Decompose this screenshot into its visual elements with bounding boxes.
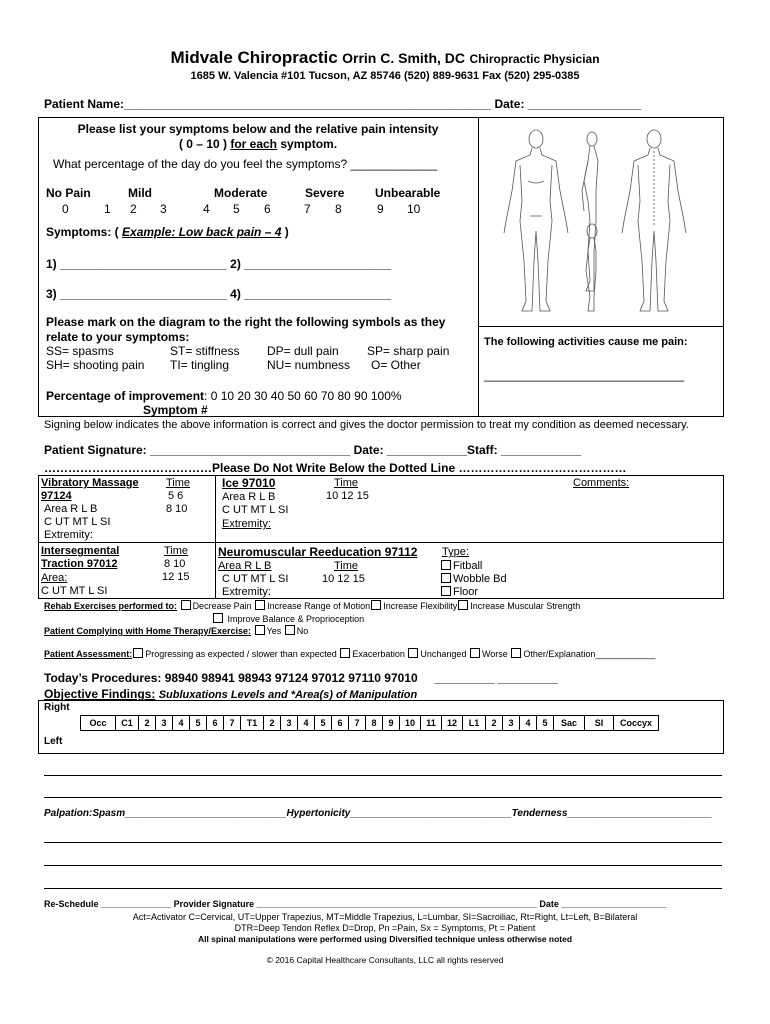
scale-number[interactable]: 9 (377, 202, 384, 216)
type-floor[interactable] (440, 586, 478, 598)
rehab-row (44, 600, 580, 611)
symbol-shooting-pain: SH= shooting pain (46, 358, 145, 372)
hypertonicity-label: Hypertonicity (286, 808, 351, 819)
instruction-range: ( 0 – 10 ) (178, 137, 231, 151)
vibratory-massage[interactable]: Vibratory Massage 97124 (41, 477, 139, 502)
back-figure-large (622, 130, 686, 311)
vib-times-2[interactable]: 8 10 (166, 503, 188, 515)
scale-number[interactable]: 5 (233, 202, 240, 216)
segment-cell[interactable]: 4 (520, 716, 537, 731)
segment-cell[interactable]: 2 (139, 716, 156, 731)
checkbox-icon[interactable] (255, 600, 265, 610)
procedure-blanks[interactable]: _________ _________ (434, 671, 558, 685)
scale-number[interactable]: 0 (62, 202, 69, 216)
checkbox-icon[interactable] (458, 600, 468, 610)
checkbox-icon[interactable] (181, 600, 191, 610)
ice-time-label: Time (334, 477, 359, 489)
segment-cell[interactable]: Coccyx (614, 716, 659, 731)
segment-cell[interactable]: 10 (400, 716, 421, 731)
letterhead-title (0, 48, 770, 68)
rehab-rom: Increase Range of Motion (267, 601, 371, 611)
tenderness-label: Tenderness (511, 808, 568, 819)
segment-cell[interactable]: 3 (156, 716, 173, 731)
checkbox-icon[interactable] (255, 625, 265, 635)
is-times-1[interactable]: 8 10 (164, 558, 186, 570)
diagram-instruction-1: Please mark on the diagram to the right the following symbols as they (46, 315, 446, 329)
neuro-region[interactable]: C UT MT L SI (222, 573, 289, 585)
patient-name-field[interactable]: _______________________________________________________ (124, 97, 492, 111)
segment-cell[interactable]: 8 (366, 716, 383, 731)
type-wobble-label: Wobble Bd (453, 573, 507, 585)
neuro-area[interactable]: Area R L B (218, 560, 272, 572)
scale-no-pain: No Pain (46, 186, 91, 200)
symbol-sharp-pain: SP= sharp pain (367, 344, 450, 358)
segment-cell[interactable]: 5 (315, 716, 332, 731)
doctor-name: Orrin C. Smith, DC (342, 50, 466, 66)
activities-field[interactable]: ______________________________ (484, 368, 685, 382)
segment-cell[interactable]: 7 (349, 716, 366, 731)
legend-line-2: DTR=Deep Tendon Reflex D=Drop, Pn =Pain, Sx = Symptoms, Pt = Patient (234, 923, 536, 933)
instruction-line-1: Please list your symptoms below and the relative pain intensity (77, 122, 439, 136)
consent-text: Signing below indicates the above information is correct and gives the doctor permission to treat my condition as deemed necessary. (44, 419, 689, 431)
symptoms-close: ) (281, 225, 289, 239)
assessment-worse: Worse (481, 649, 508, 659)
note-line[interactable] (44, 865, 722, 866)
practice-address: 1685 W. Valencia #101 Tucson, AZ 85746 (520) 889-9631 Fax (520) 295-0385 (190, 70, 580, 82)
doctor-role: Chiropractic Physician (469, 52, 600, 66)
vib-times-1[interactable]: 5 6 (168, 490, 184, 502)
instruction-line-2 (38, 137, 478, 151)
assessment-other: Other/Explanation____________ (523, 649, 656, 659)
right-label: Right (44, 702, 70, 713)
practice-name: Midvale Chiropractic (170, 48, 338, 67)
intersegmental-traction[interactable]: Intersegmental Traction 97012 (41, 545, 120, 570)
date-field[interactable]: _________________ (527, 97, 642, 111)
vib-region[interactable]: C UT MT L SI (44, 516, 111, 528)
home-yes: Yes (266, 626, 282, 636)
signature-line[interactable]: Patient Signature: ______________________________ Date: ____________Staff: ____________ (44, 443, 582, 457)
checkbox-icon (441, 560, 451, 570)
segment-cell[interactable]: Sac (554, 716, 585, 731)
segment-table[interactable] (80, 715, 659, 731)
checkbox-icon (441, 586, 451, 596)
treatment-divider (38, 542, 724, 543)
instruction-for-each: for each (230, 137, 278, 151)
assessment-unchanged: Unchanged (420, 649, 467, 659)
scale-unbearable: Unbearable (375, 186, 441, 200)
palpation-label: Palpation:Spasm (44, 808, 126, 819)
segment-cell[interactable]: 4 (173, 716, 190, 731)
segment-cell[interactable]: 5 (190, 716, 207, 731)
objective-findings-row (44, 687, 417, 701)
symbol-other: O= Other (371, 358, 421, 372)
segment-cell[interactable]: 7 (224, 716, 241, 731)
note-line[interactable] (44, 842, 722, 843)
date-label: Date: (494, 97, 525, 111)
scale-number[interactable]: 3 (160, 202, 167, 216)
type-fitball[interactable] (440, 560, 482, 572)
note-line[interactable] (44, 888, 722, 889)
ice-97010[interactable]: Ice 97010 (222, 476, 276, 490)
ice-region[interactable]: C UT MT L SI (222, 504, 289, 516)
patient-name-label: Patient Name: (44, 97, 125, 111)
home-therapy-row (44, 625, 308, 636)
neuro-extremity[interactable]: Extremity: (222, 586, 271, 598)
segment-cell[interactable]: L1 (463, 716, 486, 731)
rehab-strength: Increase Muscular Strength (470, 601, 581, 611)
vib-area[interactable]: Area R L B (44, 503, 98, 515)
is-region[interactable]: C UT MT L SI (41, 585, 108, 597)
assessment-progressing: Progressing as expected / slower than expected (145, 649, 337, 659)
side-figure-small (582, 132, 598, 291)
copyright: © 2016 Capital Healthcare Consultants, LLC all rights reserved (266, 955, 504, 965)
scale-number[interactable]: 4 (203, 202, 210, 216)
percentage-question[interactable]: What percentage of the day do you feel the symptoms? _____________ (53, 157, 438, 171)
segment-cell[interactable]: C1 (116, 716, 139, 731)
type-fitball-label: Fitball (453, 560, 483, 572)
treatment-col-divider (215, 475, 216, 599)
neuro-type-label: Type: (442, 546, 469, 558)
segment-cell[interactable]: 6 (207, 716, 224, 731)
checkbox-icon (441, 573, 451, 583)
activities-label: The following activities cause me pain: (484, 336, 688, 348)
segment-cell[interactable]: 6 (332, 716, 349, 731)
objective-label: Objective Findings: (44, 687, 156, 701)
assessment-exacerbation: Exacerbation (352, 649, 405, 659)
segment-cell[interactable]: 2 (264, 716, 281, 731)
symptom-number-label: Symptom # (143, 403, 208, 417)
symptoms-example: Example: Low back pain – 4 (122, 225, 282, 239)
rehab-label: Rehab Exercises performed to: (44, 601, 178, 611)
patient-name-row[interactable] (44, 97, 641, 111)
scale-number[interactable]: 6 (264, 202, 271, 216)
palpation-row[interactable]: Palpation:Spasm_____________________________Hypertonicity_____________________________Tenderness__________________________ (44, 808, 713, 819)
type-wobble-board[interactable] (440, 573, 507, 585)
improvement-values[interactable]: : 0 10 20 30 40 50 60 70 80 90 100% (204, 389, 402, 403)
scale-number[interactable]: 7 (304, 202, 311, 216)
is-time-label: Time (164, 545, 189, 557)
body-diagram[interactable] (484, 121, 720, 321)
procedures-row[interactable] (44, 671, 558, 685)
diagram-instruction-2: relate to your symptoms: (46, 330, 190, 344)
objective-sub: Subluxations Levels and *Area(s) of Manipulation (158, 689, 418, 701)
is-times-2[interactable]: 12 15 (162, 571, 190, 583)
reschedule-row[interactable]: Re-Schedule ______________ Provider Signature ________________________________________________________ Date _____________________ (44, 899, 667, 909)
type-floor-label: Floor (453, 586, 479, 598)
segment-cell[interactable]: 3 (503, 716, 520, 731)
checkbox-icon[interactable] (371, 600, 381, 610)
home-therapy-label: Patient Complying with Home Therapy/Exercise: (44, 626, 252, 636)
neuro-time-label: Time (334, 560, 359, 572)
checkbox-icon[interactable] (285, 625, 295, 635)
improvement-label: Percentage of improvement (46, 389, 205, 403)
checkbox-icon[interactable] (340, 648, 350, 658)
symptoms-label-text: Symptoms: ( (46, 225, 123, 239)
ice-extremity[interactable]: Extremity: (222, 518, 271, 530)
segment-cell[interactable]: Occ (81, 716, 116, 731)
dotted-line: ……………………………………Please Do Not Write Below the Dotted Line …………………………………… (44, 461, 627, 475)
vib-extremity[interactable]: Extremity: (44, 529, 93, 541)
scale-number[interactable]: 8 (335, 202, 342, 216)
segment-cell[interactable]: 4 (298, 716, 315, 731)
comments-label: Comments: (573, 477, 630, 489)
symptoms-divider (478, 117, 479, 417)
rehab-flexibility: Increase Flexibility (383, 601, 458, 611)
checkbox-icon[interactable] (470, 648, 480, 658)
scale-number[interactable]: 2 (130, 202, 137, 216)
segment-cell[interactable]: SI (585, 716, 614, 731)
left-label: Left (44, 736, 63, 747)
rehab-decrease-pain: Decrease Pain (192, 601, 252, 611)
improvement-row[interactable] (46, 389, 402, 403)
segment-cell[interactable]: 3 (281, 716, 298, 731)
symbol-numbness: NU= numbness (267, 358, 351, 372)
note-line[interactable] (44, 797, 722, 798)
procedures-label: Today’s Procedures: (44, 671, 162, 685)
segment-row (81, 716, 659, 731)
segment-cell[interactable]: 2 (486, 716, 503, 731)
scale-number[interactable]: 10 (407, 202, 421, 216)
vib-time-label: Time (166, 477, 191, 489)
is-area[interactable]: Area: (41, 572, 68, 584)
legend-line-3: All spinal manipulations were performed using Diversified technique unless otherwise noted (197, 934, 573, 944)
rehab-balance[interactable] (212, 613, 364, 624)
scale-moderate: Moderate (214, 186, 268, 200)
neuro-times[interactable]: 10 12 15 (322, 573, 365, 585)
scale-number[interactable]: 1 (104, 202, 111, 216)
checkbox-icon[interactable] (511, 648, 521, 658)
note-line[interactable] (44, 775, 722, 776)
scale-severe: Severe (305, 186, 345, 200)
segment-cell[interactable]: 12 (442, 716, 463, 731)
segment-cell[interactable]: 9 (383, 716, 400, 731)
front-figure-large (504, 130, 568, 311)
diagram-divider (478, 326, 724, 327)
symbol-tingling: TI= tingling (170, 358, 230, 372)
symbol-dull-pain: DP= dull pain (267, 344, 339, 358)
symptoms-label (46, 225, 289, 239)
assessment-row (44, 648, 655, 659)
checkbox-icon[interactable] (133, 648, 143, 658)
neuro-reeducation[interactable]: Neuromuscular Reeducation 97112 (218, 545, 418, 559)
checkbox-icon[interactable] (408, 648, 418, 658)
legend-line-1: Act=Activator C=Cervical, UT=Upper Trapezius, MT=Middle Trapezius, L=Lumbar, SI=Sacroiliac, Rt=Right, Lt=Left, B=Bilateral (132, 912, 638, 922)
side-figure-lower (586, 224, 597, 311)
symbol-stiffness: ST= stiffness (170, 344, 240, 358)
rehab-balance-label: Improve Balance & Proprioception (227, 614, 365, 624)
segment-cell[interactable]: 5 (537, 716, 554, 731)
procedure-codes[interactable]: 98940 98941 98943 97124 97012 97110 97010 (164, 671, 418, 685)
scale-mild: Mild (128, 186, 152, 200)
ice-area[interactable]: Area R L B (222, 491, 276, 503)
home-no: No (296, 626, 309, 636)
ice-times[interactable]: 10 12 15 (326, 490, 369, 502)
segment-cell[interactable]: 11 (421, 716, 442, 731)
checkbox-icon (213, 613, 223, 623)
instruction-symptom: symptom. (277, 137, 338, 151)
symptom-lines-1-2[interactable]: 1) _________________________ 2) ______________________ (46, 257, 392, 271)
symbol-spasms: SS= spasms (46, 344, 114, 358)
symptom-lines-3-4[interactable]: 3) _________________________ 4) ______________________ (46, 287, 392, 301)
segment-cell[interactable]: T1 (241, 716, 264, 731)
assessment-label: Patient Assessment: (44, 649, 133, 659)
